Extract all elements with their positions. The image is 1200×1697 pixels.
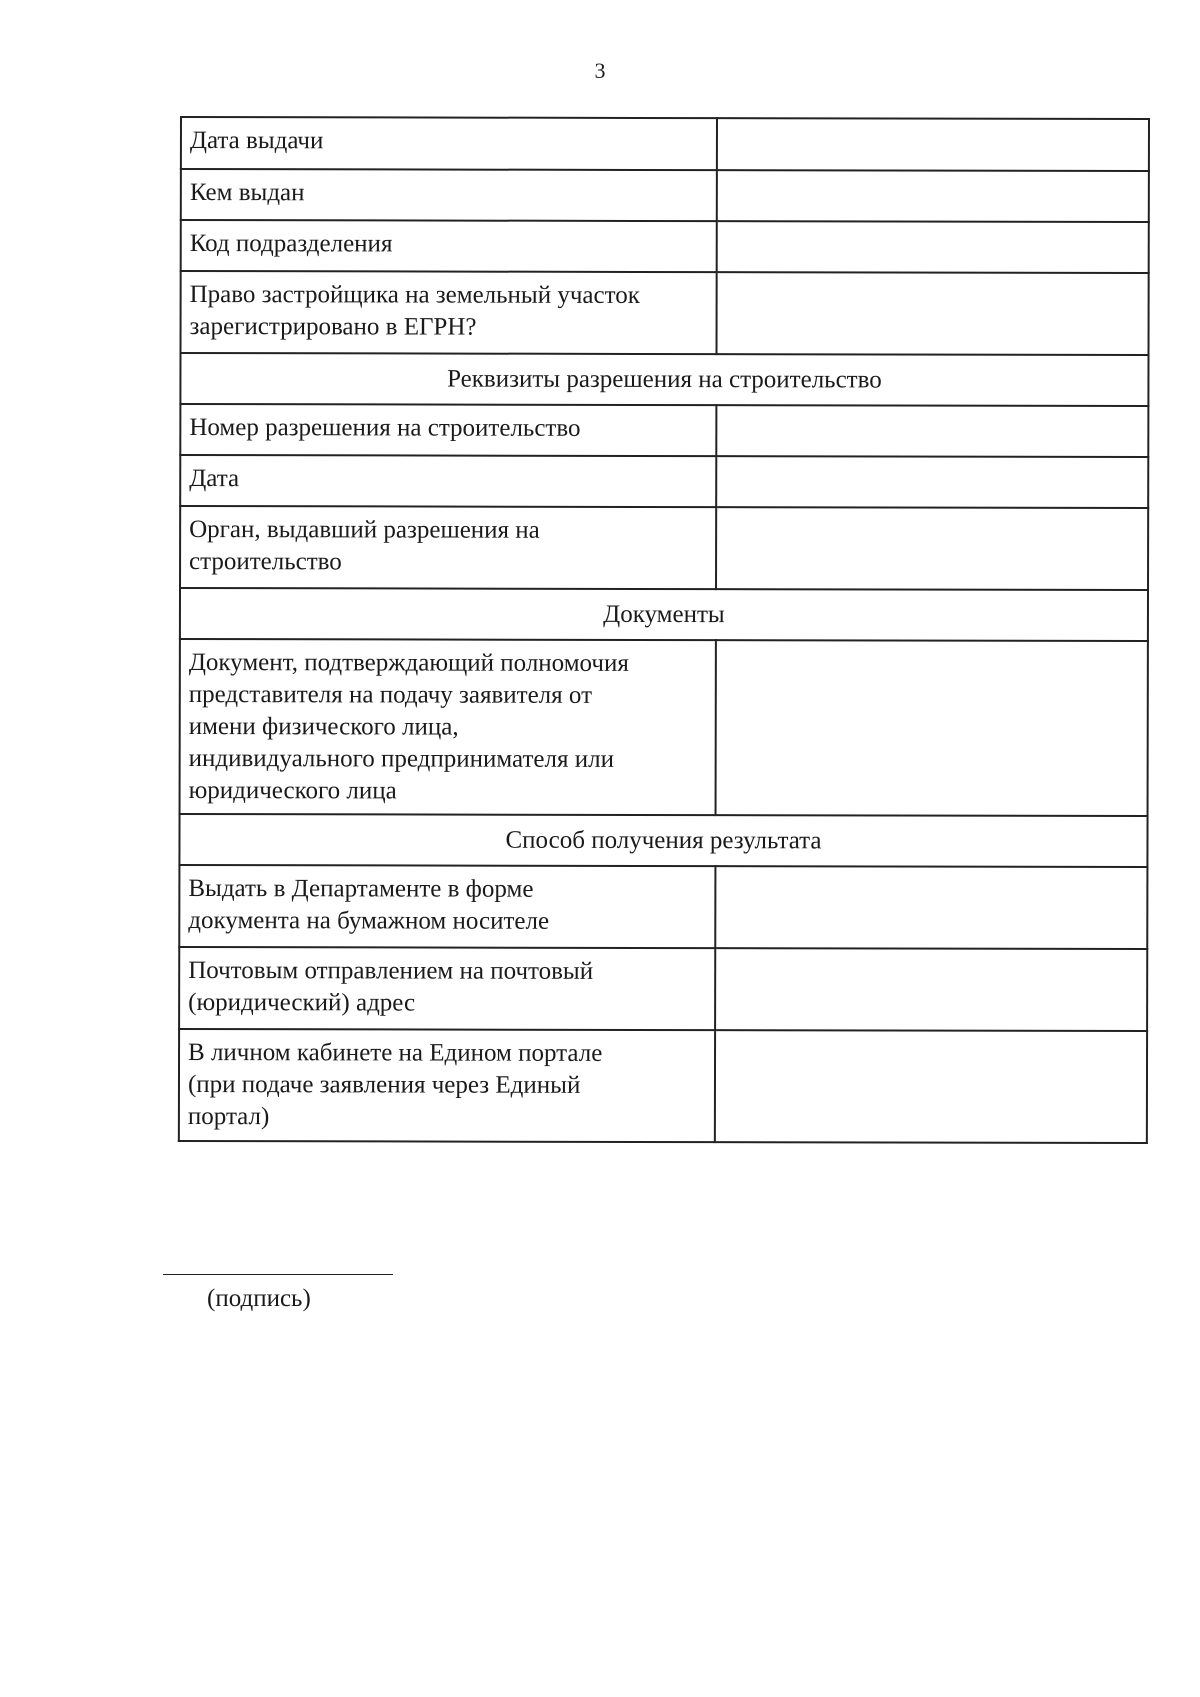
field-label-cell [179,1029,715,1142]
field-value-cell[interactable] [717,118,1149,171]
field-label-cell [179,865,715,948]
form-field-row [180,404,1148,457]
field-label-text: Дата [189,465,240,493]
field-label-text: Почтовым отправлением на почтовый [188,957,594,985]
field-label-cell [180,506,716,589]
field-value-cell[interactable] [715,948,1147,1031]
section-header-row [180,588,1148,641]
field-label-cell [181,271,717,354]
form-field-row [179,947,1147,1031]
section-title [180,353,1148,406]
signature-line [163,1274,393,1275]
field-label-text: индивидуального предпринимателя или [188,745,615,773]
section-title-text: Способ получения результата [505,826,822,854]
section-header-row [179,814,1147,867]
form-field-row [179,865,1147,949]
field-label-text: Документ, подтверждающий полномочия [188,649,629,677]
page-number: 3 [594,58,606,83]
form-field-row [179,1029,1147,1143]
form-table-body [179,117,1149,1143]
field-value-cell[interactable] [716,405,1148,457]
field-value-cell[interactable] [716,507,1148,590]
section-header-row [180,353,1148,406]
section-title-text: Реквизиты разрешения на строительство [447,365,882,393]
field-label-text: В личном кабинете на Едином портале [188,1039,603,1067]
signature-block [163,1274,393,1313]
field-value-cell[interactable] [717,170,1149,222]
field-label-text: Дата выдачи [189,127,324,155]
form-field-row [180,639,1148,816]
field-label-text: строительство [189,548,342,576]
section-title [180,588,1148,641]
field-label-text: портал) [187,1103,270,1131]
field-label-text: документа на бумажном носителе [188,907,550,935]
field-label-text: зарегистрировано в ЕГРН? [189,313,477,341]
field-label-text: (при подаче заявления через Единый [187,1071,581,1099]
field-label-text: юридического лица [188,777,397,805]
field-label-text: Номер разрешения на строительство [189,414,581,442]
form-field-row [181,117,1149,171]
form-field-row [180,455,1148,508]
field-label-text: Кем выдан [189,179,305,207]
section-title-text: Документы [603,600,725,628]
form-field-row [180,506,1148,590]
field-label-text: представителя на подачу заявителя от [188,681,593,709]
field-value-cell[interactable] [717,272,1149,355]
field-label-text: Код подразделения [189,230,393,258]
form-field-row [181,271,1149,355]
field-value-cell[interactable] [716,456,1148,508]
field-label-text: Право застройщика на земельный участок [189,281,640,309]
field-value-cell[interactable] [715,866,1147,949]
field-label-cell [181,117,717,170]
section-title [179,814,1147,867]
field-label-cell [180,455,716,507]
form-field-row [181,169,1149,222]
application-form-table [178,116,1150,1144]
field-label-cell [181,220,717,272]
form-field-row [181,220,1149,273]
field-label-cell [180,639,716,815]
field-label-text: Выдать в Департаменте в форме [188,875,534,903]
signature-caption: (подпись) [207,1285,311,1312]
field-label-cell [179,947,715,1030]
field-label-text: (юридический) адрес [188,989,416,1017]
field-label-cell [180,404,716,456]
field-label-text: Орган, выдавший разрешения на [189,516,540,544]
field-value-cell[interactable] [717,221,1149,273]
field-label-cell [181,169,717,221]
field-label-text: имени физического лица, [188,713,459,741]
field-value-cell[interactable] [715,1030,1147,1143]
field-value-cell[interactable] [716,640,1148,816]
